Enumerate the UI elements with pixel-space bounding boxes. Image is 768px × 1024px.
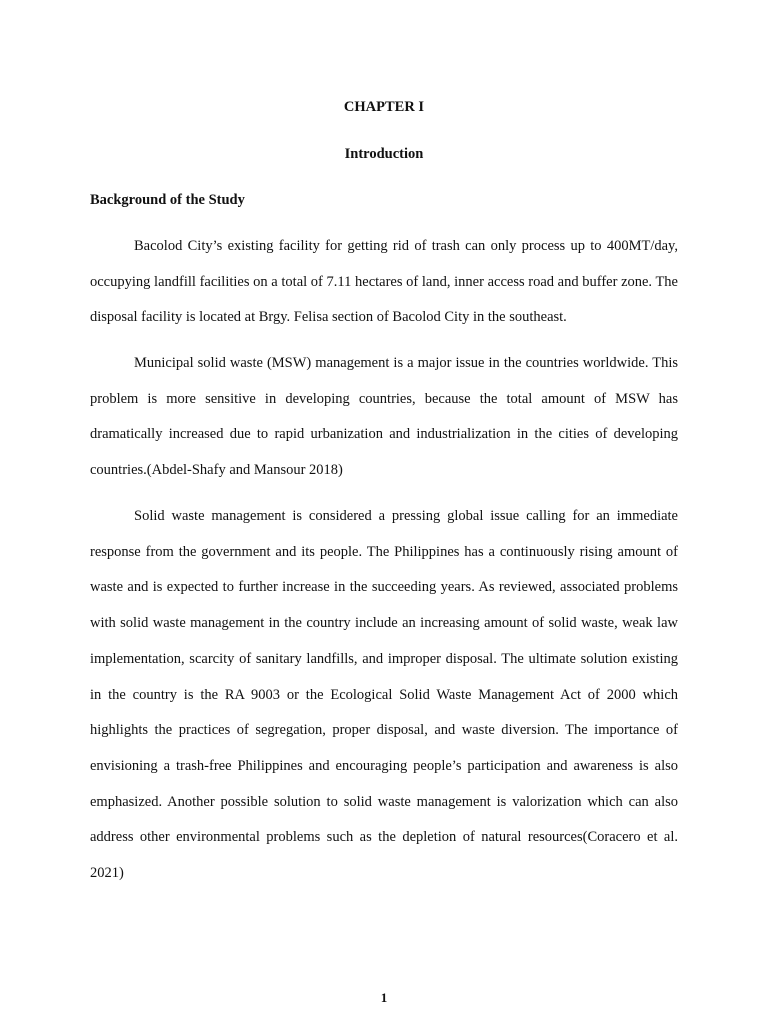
chapter-title: CHAPTER I — [343, 99, 425, 115]
section-title: Introduction — [344, 146, 424, 162]
paragraph-1: Bacolod City’s existing facility for getting rid of trash can only process up to 400MT/day, occupying landfill facilities on a total of 7.11 hectares of land, inner access road and buffer zone. The disposal facility is located at Brgy. Felisa section of Bacolod City in the southeast. — [90, 238, 678, 326]
paragraph-3: Solid waste management is considered a pressing global issue calling for an immediate response from the government and its people. The Philippines has a continuously rising amount of waste and is expected to further increase in the succeeding years. As reviewed, associated problems with solid waste management in the country include an increasing amount of solid waste, weak law implementation, scarcity of sanitary landfills, and improper disposal. The ultimate solution existing in the country is the RA 9003 or the Ecological Solid Waste Management Act of 2000 which highlights the practices of segregation, proper disposal, and waste diversion. The importance of envisioning a trash-free Philippines and encouraging people’s participation and awareness is also emphasized. Another possible solution to solid waste management is valorization which can also address other environmental problems such as the depletion of natural resources(Coracero et al. 2021) — [90, 508, 678, 882]
subsection-heading: Background of the Study — [90, 192, 245, 208]
page-number: 1 — [380, 990, 388, 1005]
paragraph-2: Municipal solid waste (MSW) management is a major issue in the countries worldwide. This problem is more sensitive in developing countries, because the total amount of MSW has dramatically increased due to rapid urbanization and industrialization in the cities of developing countries.(Abdel-Shafy and Mansour 2018) — [90, 355, 678, 479]
